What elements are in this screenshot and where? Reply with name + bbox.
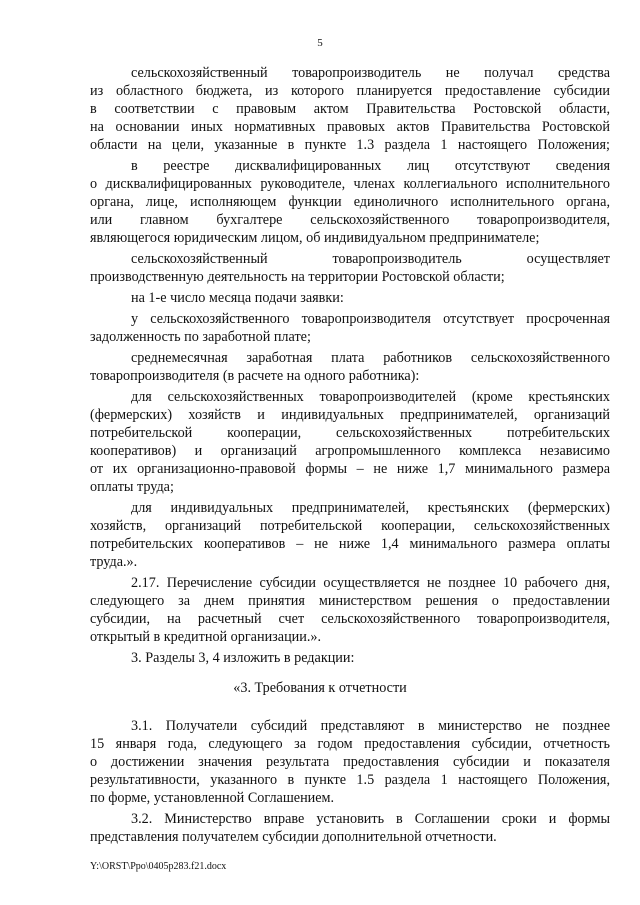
text-line: области на цели, указанные в пункте 1.3 раздела 1 настоящего Положения; <box>90 137 610 153</box>
text-line: о дисквалифицированных руководителе, членах коллегиального исполнительного <box>90 176 610 192</box>
text-line: производственную деятельность на территории Ростовской области; <box>90 269 505 285</box>
text-line: у сельскохозяйственного товаропроизводителя отсутствует просроченная <box>131 311 610 327</box>
text-line: по форме, установленной Соглашением. <box>90 790 335 806</box>
section-heading: «3. Требования к отчетности <box>233 680 407 696</box>
text-line: на 1-е число месяца подачи заявки: <box>131 290 344 306</box>
text-line: 3. Разделы 3, 4 изложить в редакции: <box>131 650 355 666</box>
text-line: 2.17. Перечисление субсидии осуществляется не позднее 10 рабочего дня, <box>131 575 610 591</box>
file-path-footer: Y:\ORST\Ppo\0405p283.f21.docx <box>90 861 227 872</box>
text-line: сельскохозяйственный товаропроизводитель осуществляет <box>131 251 610 267</box>
text-line: субсидии, на расчетный счет сельскохозяйственного товаропроизводителя, <box>90 611 610 627</box>
text-line: труда.». <box>90 554 138 570</box>
text-line: органа, лице, исполняющем функции единоличного исполнительного органа, <box>90 194 610 210</box>
text-line: задолженность по заработной плате; <box>90 329 311 345</box>
text-line: результативности, указанного в пункте 1.5 раздела 1 настоящего Положения, <box>90 772 610 788</box>
text-line: в соответствии с правовым актом Правительства Ростовской области, <box>90 101 610 117</box>
text-line: в реестре дисквалифицированных лиц отсутствуют сведения <box>131 158 610 174</box>
text-line: 3.2. Министерство вправе установить в Соглашении сроки и формы <box>131 811 610 827</box>
text-line: товаропроизводителя (в расчете на одного работника): <box>90 368 420 384</box>
text-line: являющегося юридическим лицом, об индивидуальном предпринимателе; <box>90 230 540 246</box>
text-line: или главном бухгалтере сельскохозяйственного товаропроизводителя, <box>90 212 610 228</box>
text-line: среднемесячная заработная плата работников сельскохозяйственного <box>131 350 610 366</box>
page-number: 5 <box>317 37 323 49</box>
text-line: сельскохозяйственный товаропроизводитель не получал средства <box>131 65 610 81</box>
text-line: на основании иных нормативных правовых актов Правительства Ростовской <box>90 119 610 135</box>
text-line: 15 января года, следующего за годом предоставления субсидии, отчетность <box>90 736 610 752</box>
text-line: представления получателем субсидии дополнительной отчетности. <box>90 829 497 845</box>
text-line: от их организационно-правовой формы – не ниже 1,7 минимального размера <box>90 461 610 477</box>
text-line: открытый в кредитной организации.». <box>90 629 322 645</box>
text-line: кооперативов) и организаций агропромышленного комплекса независимо <box>90 443 610 459</box>
text-line: потребительских кооперативов – не ниже 1,4 минимального размера оплаты <box>90 536 610 552</box>
text-line: 3.1. Получатели субсидий представляют в министерство не позднее <box>131 718 610 734</box>
text-line: из областного бюджета, из которого планируется предоставление субсидии <box>90 83 610 99</box>
text-line: для сельскохозяйственных товаропроизводителей (кроме крестьянских <box>131 389 610 405</box>
text-line: для индивидуальных предпринимателей, крестьянских (фермерских) <box>131 500 610 516</box>
text-line: оплаты труда; <box>90 479 174 495</box>
text-line: следующего за днем принятия министерством решения о предоставлении <box>90 593 610 609</box>
text-line: хозяйств, организаций потребительской кооперации, сельскохозяйственных <box>90 518 610 534</box>
text-line: (фермерских) хозяйств и индивидуальных предпринимателей, организаций <box>90 407 610 423</box>
text-line: о достижении значения результата предоставления субсидии и показателя <box>90 754 610 770</box>
text-line: потребительской кооперации, сельскохозяйственных потребительских <box>90 425 610 441</box>
